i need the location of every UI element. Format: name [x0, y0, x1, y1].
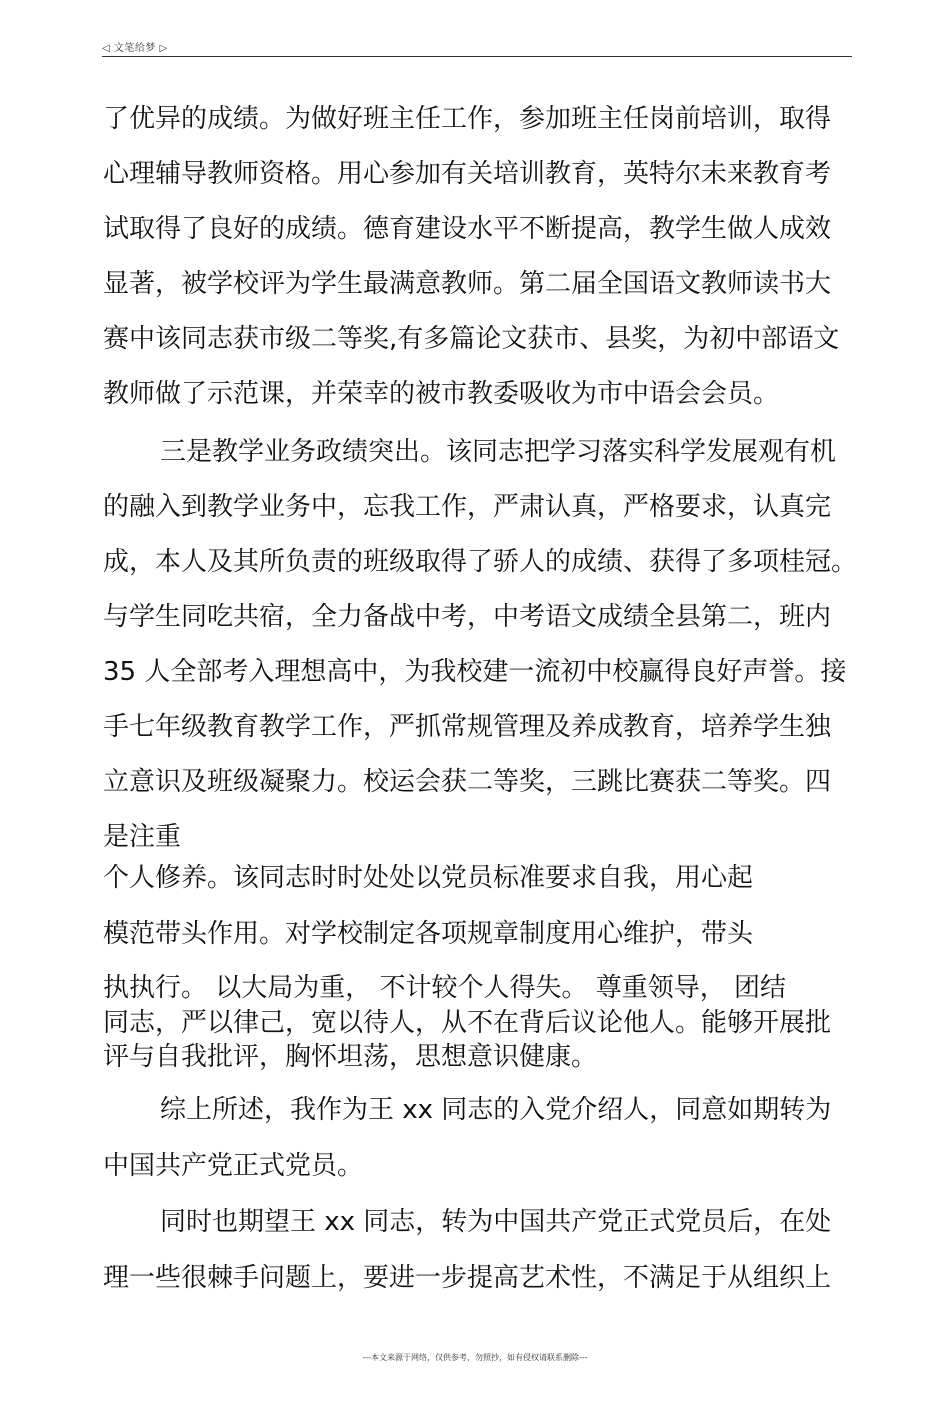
body-line: 了优异的成绩。为做好班主任工作，参加班主任岗前培训，取得	[103, 104, 832, 134]
header-text: ◁ 文笔给梦 ▷	[102, 43, 168, 54]
body-line: 试取得了良好的成绩。德育建设水平不断提高，教学生做人成效	[103, 214, 832, 244]
page-header	[102, 38, 852, 57]
body-line: 同时也期望王 xx 同志，转为中国共产党正式党员后，在处	[160, 1207, 832, 1237]
body-line: 与学生同吃共宿，全力备战中考，中考语文成绩全县第二，班内	[103, 602, 832, 632]
body-line: 显著，被学校评为学生最满意教师。第二届全国语文教师读书大	[103, 269, 832, 299]
body-line: 35 人全部考入理想高中，为我校建一流初中校赢得良好声誉。接	[103, 657, 847, 687]
page-footer: ---本文来源于网络，仅供参考，勿照抄，如有侵权请联系删除---	[362, 1353, 588, 1362]
body-line: 赛中该同志获市级二等奖,有多篇论文获市、县奖，为初中部语文	[103, 324, 840, 354]
body-line: 理一些很棘手问题上，要进一步提高艺术性，不满足于从组织上	[103, 1263, 832, 1293]
body-line: 手七年级教育教学工作，严抓常规管理及养成教育，培养学生独	[103, 712, 832, 742]
body-line: 立意识及班级凝聚力。校运会获二等奖，三跳比赛获二等奖。四	[103, 767, 832, 797]
body-line: 教师做了示范课，并荣幸的被市教委吸收为市中语会会员。	[103, 379, 780, 409]
body-line: 成，本人及其所负责的班级取得了骄人的成绩、获得了多项桂冠。	[103, 547, 858, 577]
body-line: 三是教学业务政绩突出。该同志把学习落实科学发展观有机	[160, 437, 837, 467]
body-line: 评与自我批评，胸怀坦荡，思想意识健康。	[103, 1042, 598, 1072]
body-line: 模范带头作用。对学校制定各项规章制度用心维护，带头	[103, 919, 754, 949]
body-line: 的融入到教学业务中，忘我工作，严肃认真，严格要求，认真完	[103, 492, 832, 522]
body-line: 同志，严以律己，宽以待人，从不在背后议论他人。能够开展批	[103, 1008, 832, 1038]
body-line: 是注重	[103, 822, 182, 852]
body-line: 综上所述，我作为王 xx 同志的入党介绍人，同意如期转为	[160, 1095, 832, 1125]
body-line: 心理辅导教师资格。用心参加有关培训教育，英特尔未来教育考	[103, 159, 832, 189]
body-line: 个人修养。该同志时时处处以党员标准要求自我，用心起	[103, 863, 754, 893]
body-line: 执执行。 以大局为重， 不计较个人得失。 尊重领导， 团结	[103, 973, 787, 1003]
body-line: 中国共产党正式党员。	[103, 1151, 364, 1181]
